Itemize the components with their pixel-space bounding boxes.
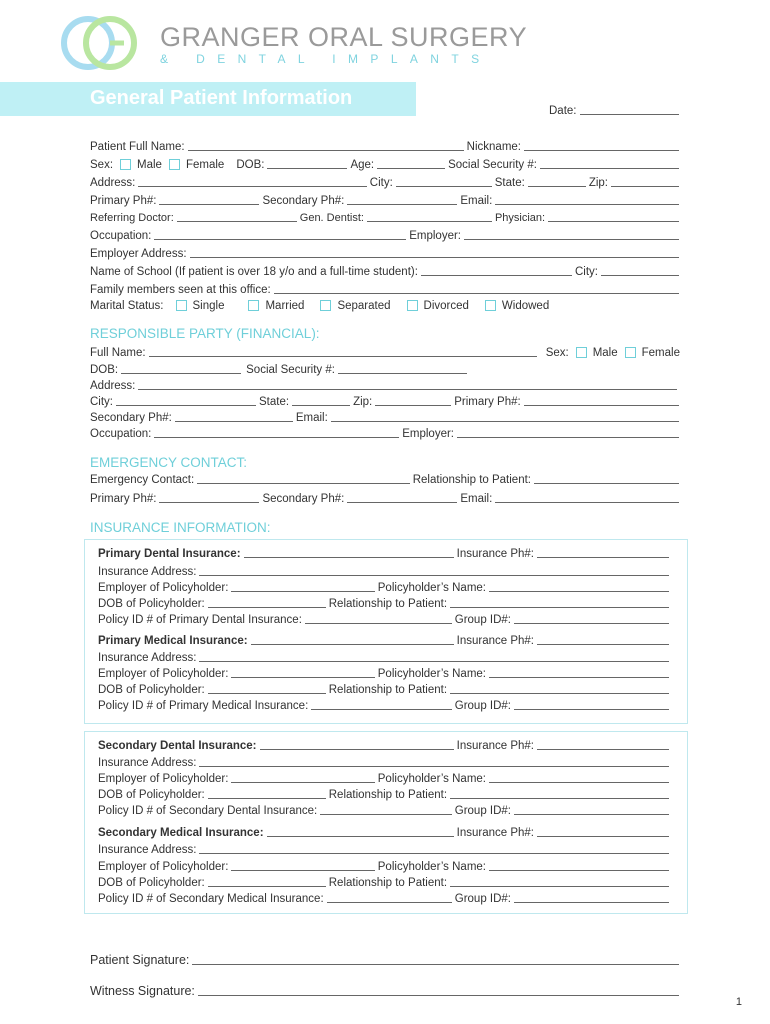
rp-employer-label: Employer: xyxy=(402,428,454,440)
rp-primary-ph-label: Primary Ph#: xyxy=(454,396,521,408)
sd-relationship-field[interactable] xyxy=(450,788,669,799)
sd-policy-field[interactable] xyxy=(320,804,451,815)
pm-group-field[interactable] xyxy=(514,699,669,710)
state-field[interactable] xyxy=(528,176,586,187)
rp-sex-label: Sex: xyxy=(545,347,569,359)
sm-policyholder-name-label: Policyholder’s Name: xyxy=(377,861,486,873)
family-row xyxy=(90,283,682,296)
primary-ph-label: Primary Ph#: xyxy=(90,195,157,207)
sd-policy-row xyxy=(98,804,672,817)
family-label: Family members seen at this office: xyxy=(90,284,271,296)
pd-policyholder-name-label: Policyholder’s Name: xyxy=(377,582,486,594)
sm-policy-field[interactable] xyxy=(327,892,452,903)
sd-ins-label: Secondary Dental Insurance: xyxy=(98,740,257,752)
full-name-field[interactable] xyxy=(188,140,464,151)
rp-address-field[interactable] xyxy=(138,379,677,390)
pm-address-field[interactable] xyxy=(199,651,669,662)
rp-dob-field[interactable] xyxy=(121,363,241,374)
physician-label: Physician: xyxy=(494,212,546,224)
rp-dob-row xyxy=(90,363,470,376)
divorced-label: Divorced xyxy=(423,300,469,312)
employer-address-field[interactable] xyxy=(190,247,679,258)
rp-male-checkbox[interactable] xyxy=(576,347,587,358)
school-city-field[interactable] xyxy=(601,265,679,276)
widowed-label: Widowed xyxy=(501,300,550,312)
sd-address-row xyxy=(98,756,672,769)
pd-ins-row xyxy=(98,547,672,560)
school-label: Name of School (If patient is over 18 y/o and a full-time student): xyxy=(90,266,418,278)
secondary-ph-label: Secondary Ph#: xyxy=(262,195,345,207)
pm-address-label: Insurance Address: xyxy=(98,652,197,664)
pd-group-label: Group ID#: xyxy=(454,614,511,626)
sd-policyholder-name-label: Policyholder’s Name: xyxy=(377,773,486,785)
pd-address-field[interactable] xyxy=(199,565,669,576)
rp-occupation-row xyxy=(90,427,682,440)
rp-ssn-label: Social Security #: xyxy=(246,364,335,376)
sd-employer-field[interactable] xyxy=(231,772,374,783)
form-title: General Patient Information xyxy=(90,87,353,109)
pm-group-label: Group ID#: xyxy=(454,700,511,712)
sm-policyholder-name-field[interactable] xyxy=(489,860,669,871)
pd-dob-field[interactable] xyxy=(208,597,326,608)
sd-employer-row xyxy=(98,772,672,785)
patient-address-row xyxy=(90,176,682,189)
sm-ins-ph-label: Insurance Ph#: xyxy=(456,827,534,839)
sm-address-field[interactable] xyxy=(199,843,669,854)
sd-ins-field[interactable] xyxy=(260,739,454,750)
sd-ins-ph-field[interactable] xyxy=(537,739,669,750)
rp-city-label: City: xyxy=(90,396,113,408)
pm-policyholder-name-label: Policyholder’s Name: xyxy=(377,668,486,680)
married-label: Married xyxy=(265,300,305,312)
state-label: State: xyxy=(494,177,525,189)
family-field[interactable] xyxy=(274,283,679,294)
sm-ins-row xyxy=(98,826,672,839)
occupation-label: Occupation: xyxy=(90,230,152,242)
page-number: 1 xyxy=(735,996,742,1008)
patient-signature-row xyxy=(90,953,682,967)
sd-address-label: Insurance Address: xyxy=(98,757,197,769)
rp-male-label: Male xyxy=(592,347,618,359)
married-checkbox[interactable] xyxy=(248,300,259,311)
sm-employer-row xyxy=(98,860,672,873)
dob-field[interactable] xyxy=(267,158,347,169)
city-label: City: xyxy=(369,177,393,189)
pd-dob-label: DOB of Policyholder: xyxy=(98,598,205,610)
pd-ins-label: Primary Dental Insurance: xyxy=(98,548,241,560)
patient-phone-row xyxy=(90,194,682,207)
address-field[interactable] xyxy=(138,176,366,187)
pd-relationship-field[interactable] xyxy=(450,597,669,608)
sd-policy-label: Policy ID # of Secondary Dental Insurance: xyxy=(98,805,318,817)
pd-employer-field[interactable] xyxy=(231,581,374,592)
ssn-field[interactable] xyxy=(540,158,679,169)
primary-ph-field[interactable] xyxy=(159,194,259,205)
pm-dob-label: DOB of Policyholder: xyxy=(98,684,205,696)
zip-field[interactable] xyxy=(611,176,679,187)
sd-dob-label: DOB of Policyholder: xyxy=(98,789,205,801)
sm-address-label: Insurance Address: xyxy=(98,844,197,856)
dob-label: DOB: xyxy=(236,159,265,171)
employer-address-row xyxy=(90,247,682,260)
employer-address-label: Employer Address: xyxy=(90,248,187,260)
rp-state-field[interactable] xyxy=(292,395,350,406)
pm-relationship-label: Relationship to Patient: xyxy=(328,684,448,696)
rp-female-label: Female xyxy=(641,347,680,359)
rp-full-name-label: Full Name: xyxy=(90,347,146,359)
emergency-contact-title: EMERGENCY CONTACT: xyxy=(90,455,248,470)
witness-signature-label: Witness Signature: xyxy=(90,984,195,998)
rp-city-field[interactable] xyxy=(116,395,256,406)
school-field[interactable] xyxy=(421,265,572,276)
patient-doctor-row xyxy=(90,211,682,224)
ec-email-field[interactable] xyxy=(495,492,679,503)
full-name-label: Patient Full Name: xyxy=(90,141,185,153)
rp-secondary-ph-field[interactable] xyxy=(175,411,293,422)
ec-primary-ph-label: Primary Ph#: xyxy=(90,493,157,505)
witness-signature-field[interactable] xyxy=(198,985,679,996)
rp-city-row xyxy=(90,395,682,408)
sd-employer-label: Employer of Policyholder: xyxy=(98,773,229,785)
gen-dentist-label: Gen. Dentist: xyxy=(299,212,364,224)
marital-row xyxy=(90,300,682,312)
patient-signature-label: Patient Signature: xyxy=(90,953,190,967)
email-label: Email: xyxy=(460,195,493,207)
rp-email-label: Email: xyxy=(295,412,328,424)
sm-employer-field[interactable] xyxy=(231,860,374,871)
occupation-field[interactable] xyxy=(154,229,406,240)
rp-primary-ph-field[interactable] xyxy=(524,395,679,406)
referring-doctor-field[interactable] xyxy=(177,211,297,222)
pm-ins-label: Primary Medical Insurance: xyxy=(98,635,248,647)
rp-email-field[interactable] xyxy=(331,411,679,422)
sd-dob-row xyxy=(98,788,672,801)
sm-employer-label: Employer of Policyholder: xyxy=(98,861,229,873)
separated-checkbox[interactable] xyxy=(320,300,331,311)
zip-label: Zip: xyxy=(588,177,608,189)
pd-relationship-label: Relationship to Patient: xyxy=(328,598,448,610)
pd-ins-ph-field[interactable] xyxy=(537,547,669,558)
pm-policyholder-name-field[interactable] xyxy=(489,667,669,678)
rp-occupation-field[interactable] xyxy=(154,427,399,438)
rp-name-row xyxy=(90,346,680,359)
insurance-title: INSURANCE INFORMATION: xyxy=(90,520,271,535)
date-field[interactable] xyxy=(580,104,680,115)
rp-secondary-ph-label: Secondary Ph#: xyxy=(90,412,172,424)
school-row xyxy=(90,265,682,278)
pm-relationship-field[interactable] xyxy=(450,683,669,694)
rp-female-checkbox[interactable] xyxy=(625,347,636,358)
address-label: Address: xyxy=(90,177,136,189)
pm-employer-label: Employer of Policyholder: xyxy=(98,668,229,680)
ec-contact-row xyxy=(90,473,682,486)
rp-zip-label: Zip: xyxy=(353,396,373,408)
pm-ins-ph-field[interactable] xyxy=(537,634,669,645)
sm-ins-label: Secondary Medical Insurance: xyxy=(98,827,264,839)
patient-name-row xyxy=(90,140,682,153)
ec-secondary-ph-label: Secondary Ph#: xyxy=(262,493,345,505)
pm-dob-row xyxy=(98,683,672,696)
patient-sex-row xyxy=(90,158,682,171)
rp-state-label: State: xyxy=(259,396,290,408)
divorced-checkbox[interactable] xyxy=(407,300,418,311)
single-label: Single xyxy=(192,300,225,312)
sd-group-label: Group ID#: xyxy=(454,805,511,817)
pd-address-row xyxy=(98,565,672,578)
sm-relationship-label: Relationship to Patient: xyxy=(328,877,448,889)
pd-policyholder-name-field[interactable] xyxy=(489,581,669,592)
pd-dob-row xyxy=(98,597,672,610)
nickname-label: Nickname: xyxy=(466,141,521,153)
ec-phone-row xyxy=(90,492,682,505)
date-label: Date: xyxy=(549,105,577,117)
pm-employer-field[interactable] xyxy=(231,667,374,678)
ssn-label: Social Security #: xyxy=(448,159,537,171)
pm-policy-label: Policy ID # of Primary Medical Insurance: xyxy=(98,700,309,712)
pd-address-label: Insurance Address: xyxy=(98,566,197,578)
sm-ins-ph-field[interactable] xyxy=(537,826,669,837)
pd-group-field[interactable] xyxy=(514,613,669,624)
sd-group-field[interactable] xyxy=(514,804,669,815)
secondary-ph-field[interactable] xyxy=(347,194,457,205)
female-label: Female xyxy=(185,159,225,171)
ec-contact-field[interactable] xyxy=(197,473,410,484)
sd-relationship-label: Relationship to Patient: xyxy=(328,789,448,801)
pm-dob-field[interactable] xyxy=(208,683,326,694)
pd-ins-field[interactable] xyxy=(244,547,454,558)
sd-policyholder-name-field[interactable] xyxy=(489,772,669,783)
gen-dentist-field[interactable] xyxy=(367,211,492,222)
pm-ins-row xyxy=(98,634,672,647)
sm-address-row xyxy=(98,843,672,856)
email-field[interactable] xyxy=(495,194,679,205)
single-checkbox[interactable] xyxy=(176,300,187,311)
sm-dob-label: DOB of Policyholder: xyxy=(98,877,205,889)
pd-policy-row xyxy=(98,613,672,626)
employer-label: Employer: xyxy=(409,230,461,242)
pm-policy-row xyxy=(98,699,672,712)
age-field[interactable] xyxy=(377,158,445,169)
rp-ssn-field[interactable] xyxy=(338,363,467,374)
rp-address-row xyxy=(90,379,680,392)
sd-ins-row xyxy=(98,739,672,752)
city-field[interactable] xyxy=(396,176,492,187)
patient-signature-field[interactable] xyxy=(192,954,679,965)
pm-policy-field[interactable] xyxy=(311,699,451,710)
sm-group-field[interactable] xyxy=(514,892,669,903)
pm-employer-row xyxy=(98,667,672,680)
rp-dob-label: DOB: xyxy=(90,364,119,376)
sm-dob-field[interactable] xyxy=(208,876,326,887)
ec-contact-label: Emergency Contact: xyxy=(90,474,195,486)
referring-doctor-label: Referring Doctor: xyxy=(90,212,174,224)
pd-ins-ph-label: Insurance Ph#: xyxy=(456,548,534,560)
logo-rings-icon xyxy=(60,14,140,72)
physician-field[interactable] xyxy=(548,211,679,222)
pd-policy-label: Policy ID # of Primary Dental Insurance: xyxy=(98,614,302,626)
ec-secondary-ph-field[interactable] xyxy=(347,492,457,503)
separated-label: Separated xyxy=(337,300,391,312)
widowed-checkbox[interactable] xyxy=(485,300,496,311)
sm-policy-row xyxy=(98,892,672,905)
sd-ins-ph-label: Insurance Ph#: xyxy=(456,740,534,752)
pd-policy-field[interactable] xyxy=(305,613,452,624)
ec-relationship-label: Relationship to Patient: xyxy=(412,474,531,486)
date-row xyxy=(549,104,682,117)
ec-relationship-field[interactable] xyxy=(534,473,679,484)
age-label: Age: xyxy=(350,159,375,171)
rp-phone-row xyxy=(90,411,682,424)
patient-occupation-row xyxy=(90,229,682,242)
pm-ins-ph-label: Insurance Ph#: xyxy=(456,635,534,647)
employer-field[interactable] xyxy=(464,229,679,240)
rp-occupation-label: Occupation: xyxy=(90,428,152,440)
witness-signature-row xyxy=(90,984,682,998)
sex-label: Sex: xyxy=(90,159,114,171)
brand-name: GRANGER ORAL SURGERY xyxy=(160,22,528,52)
sm-dob-row xyxy=(98,876,672,889)
male-label: Male xyxy=(137,159,162,171)
pm-ins-field[interactable] xyxy=(251,634,454,645)
nickname-field[interactable] xyxy=(524,140,679,151)
rp-address-label: Address: xyxy=(90,380,136,392)
pd-employer-label: Employer of Policyholder: xyxy=(98,582,229,594)
school-city-label: City: xyxy=(575,266,598,278)
ec-primary-ph-field[interactable] xyxy=(159,492,259,503)
sd-address-field[interactable] xyxy=(199,756,669,767)
brand-subtitle: & DENTAL IMPLANTS xyxy=(160,52,492,66)
female-checkbox[interactable] xyxy=(169,159,180,170)
sm-relationship-field[interactable] xyxy=(450,876,669,887)
rp-zip-field[interactable] xyxy=(375,395,451,406)
sm-group-label: Group ID#: xyxy=(454,893,511,905)
male-checkbox[interactable] xyxy=(120,159,131,170)
pm-address-row xyxy=(98,651,672,664)
pd-employer-row xyxy=(98,581,672,594)
responsible-party-title: RESPONSIBLE PARTY (FINANCIAL): xyxy=(90,326,320,341)
sd-dob-field[interactable] xyxy=(208,788,326,799)
marital-label: Marital Status: xyxy=(90,300,164,312)
rp-employer-field[interactable] xyxy=(457,427,679,438)
rp-full-name-field[interactable] xyxy=(149,346,537,357)
ec-email-label: Email: xyxy=(460,493,493,505)
sm-ins-field[interactable] xyxy=(267,826,454,837)
sm-policy-label: Policy ID # of Secondary Medical Insurance: xyxy=(98,893,324,905)
